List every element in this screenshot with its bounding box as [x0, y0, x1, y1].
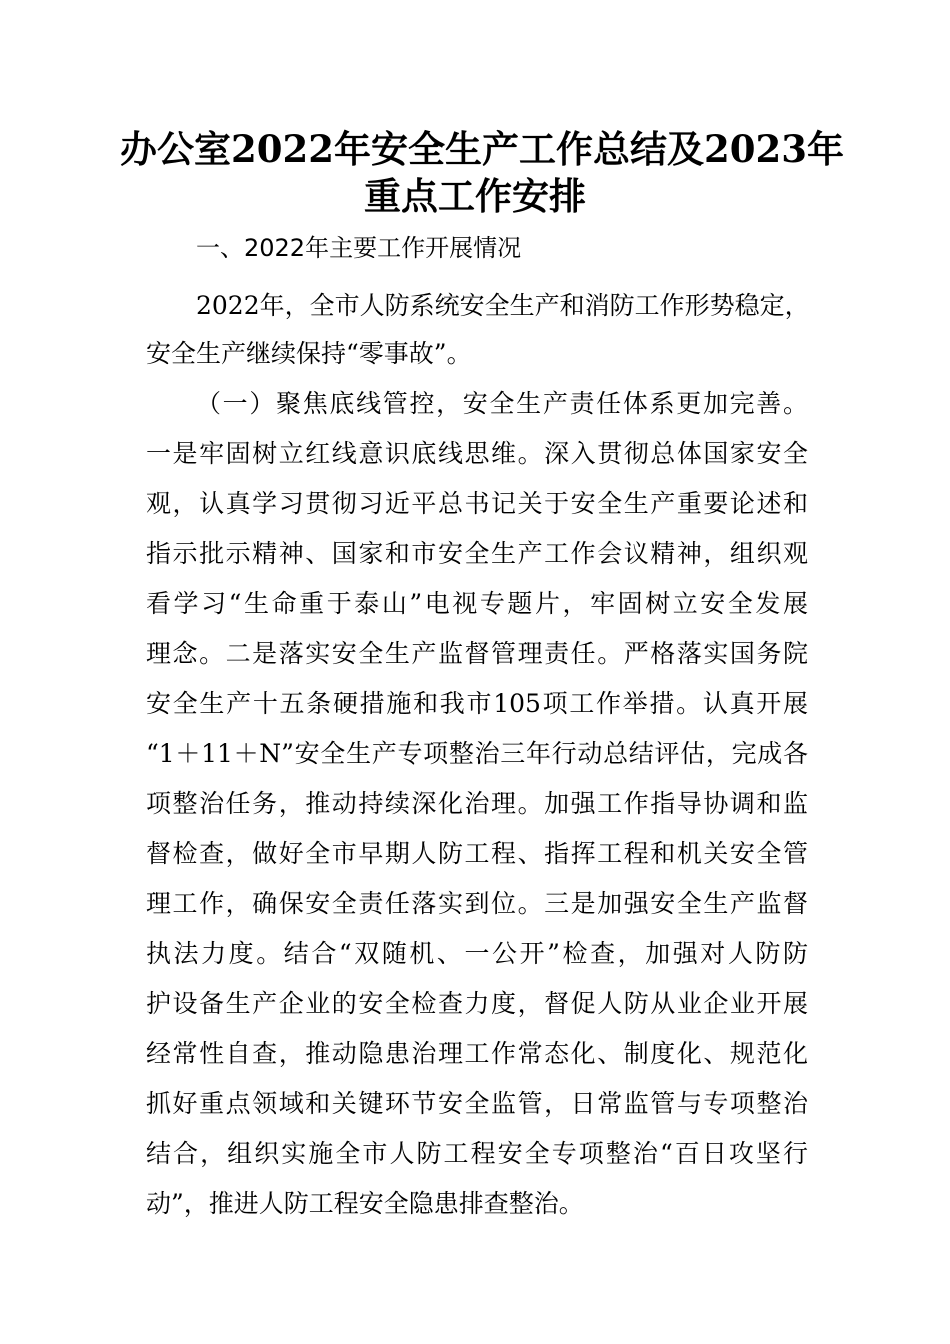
paragraph-2-line: 理工作，确保安全责任落实到位。三是加强安全生产监督	[146, 889, 808, 918]
paragraph-2-line: 项整治任务，推动持续深化治理。加强工作指导协调和监	[146, 789, 808, 818]
paragraph-2-line: 一是牢固树立红线意识底线思维。深入贯彻总体国家安全	[146, 439, 808, 468]
paragraph-2-line: 抓好重点领域和关键环节安全监管，日常监管与专项整治	[146, 1089, 808, 1118]
paragraph-2-line: 督检查，做好全市早期人防工程、指挥工程和机关安全管	[146, 839, 808, 868]
paragraph-2-line: “1＋11＋N”安全生产专项整治三年行动总结评估，完成各	[146, 739, 808, 768]
paragraph-2-line: 看学习“生命重于泰山”电视专题片，牢固树立安全发展	[146, 589, 808, 618]
paragraph-2-line: 安全生产十五条硬措施和我市105项工作举措。认真开展	[146, 689, 808, 718]
paragraph-2-line: 执法力度。结合“双随机、一公开”检查，加强对人防防	[146, 939, 808, 968]
document-title-line-1: 办公室2022年安全生产工作总结及2023年	[120, 127, 844, 171]
paragraph-2-line: 护设备生产企业的安全检查力度，督促人防从业企业开展	[146, 989, 808, 1018]
paragraph-2-line: 理念。二是落实安全生产监督管理责任。严格落实国务院	[146, 639, 808, 668]
paragraph-1-line: 2022年，全市人防系统安全生产和消防工作形势稳定，	[196, 291, 810, 320]
paragraph-2-line: 结合，组织实施全市人防工程安全专项整治“百日攻坚行	[146, 1139, 808, 1168]
section-heading: 一、2022年主要工作开展情况	[196, 234, 522, 262]
paragraph-2-line: 指示批示精神、国家和市安全生产工作会议精神，组织观	[146, 539, 808, 568]
paragraph-2-line: 经常性自查，推动隐患治理工作常态化、制度化、规范化	[146, 1039, 808, 1068]
paragraph-2-line: （一）聚焦底线管控，安全生产责任体系更加完善。	[196, 389, 808, 418]
document-title-line-2: 重点工作安排	[364, 174, 586, 218]
paragraph-2-line: 观，认真学习贯彻习近平总书记关于安全生产重要论述和	[146, 489, 808, 518]
paragraph-2-line: 动”，推进人防工程安全隐患排查整治。	[146, 1189, 584, 1218]
paragraph-1-line: 安全生产继续保持“零事故”。	[146, 339, 472, 368]
